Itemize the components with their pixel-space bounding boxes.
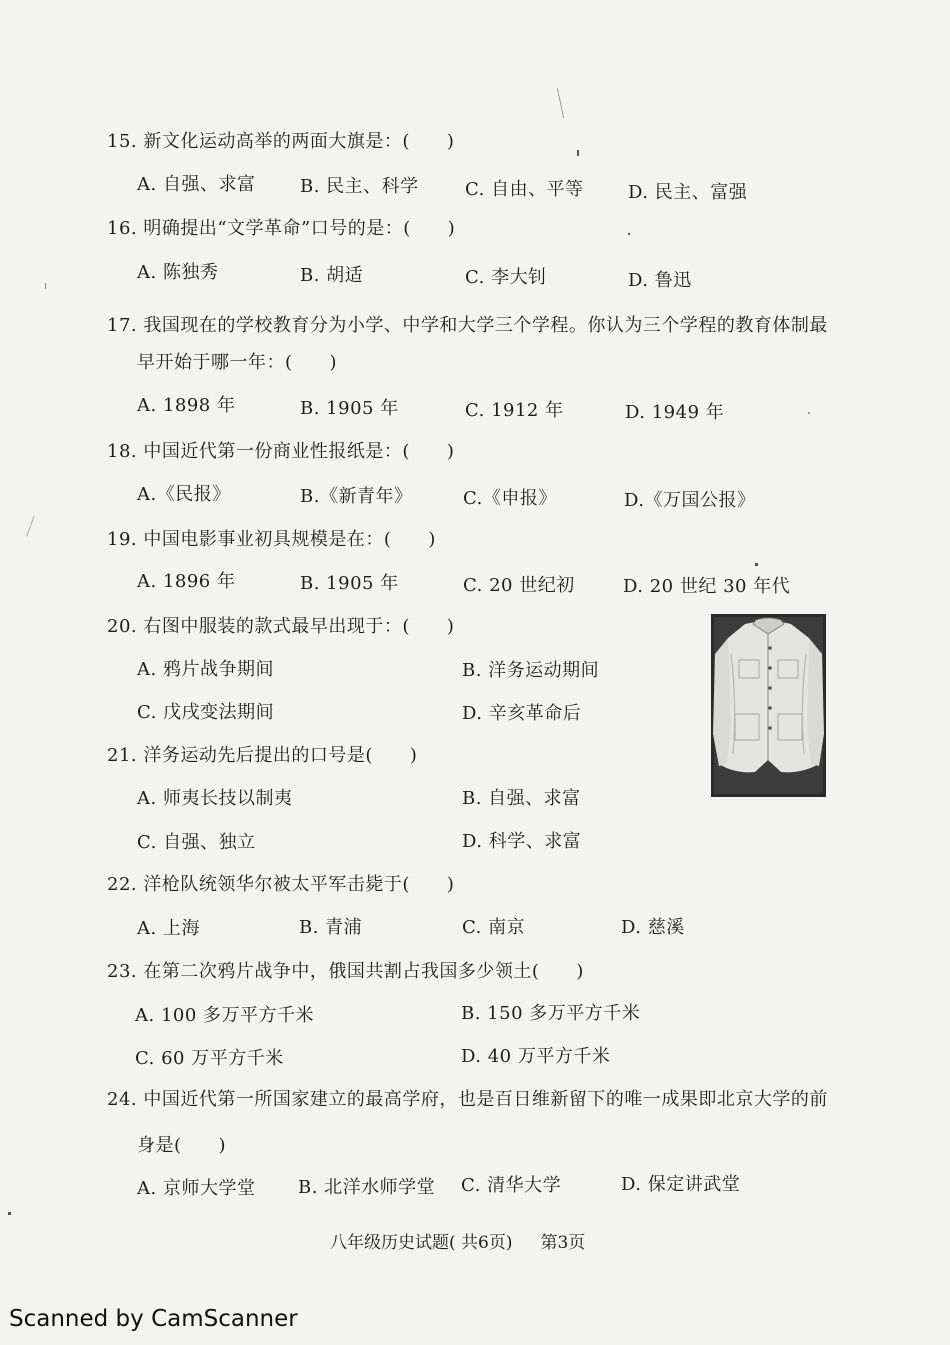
q15-option-a: A. 自强、求富: [137, 174, 256, 195]
scan-artifact: [8, 1212, 11, 1215]
q18-option-c: C.《申报》: [463, 488, 557, 509]
question-17-stem: 17. 我国现在的学校教育分为小学、中学和大学三个学程。你认为三个学程的教育体制最: [107, 315, 828, 336]
question-23-stem: 23. 在第二次鸦片战争中，俄国共割占我国多少领土( ): [107, 961, 584, 982]
q20-option-a: A. 鸦片战争期间: [137, 659, 274, 680]
q16-option-a: A. 陈独秀: [137, 262, 219, 283]
q17-option-d: D. 1949 年: [625, 402, 725, 423]
q21-option-c: C. 自强、独立: [137, 832, 256, 853]
q20-option-c: C. 戊戌变法期间: [137, 702, 275, 723]
question-21-stem: 21. 洋务运动先后提出的口号是( ): [107, 745, 418, 766]
q15-option-b: B. 民主、科学: [300, 176, 419, 197]
q18-option-d: D.《万国公报》: [624, 490, 756, 511]
q20-option-b: B. 洋务运动期间: [462, 660, 600, 681]
q19-option-b: B. 1905 年: [300, 573, 399, 594]
q22-option-b: B. 青浦: [299, 917, 363, 938]
q24-option-b: B. 北洋水师学堂: [298, 1177, 436, 1198]
q16-option-b: B. 胡适: [300, 265, 364, 286]
page-footer: [330, 1228, 613, 1253]
q22-option-c: C. 南京: [462, 917, 526, 938]
q19-option-a: A. 1896 年: [137, 571, 236, 592]
scan-artifact: [577, 150, 579, 156]
q19-option-d: D. 20 世纪 30 年代: [623, 576, 791, 597]
scan-artifact: [26, 515, 34, 536]
q24-option-d: D. 保定讲武堂: [621, 1174, 741, 1195]
scan-artifact: [755, 563, 758, 566]
q15-option-c: C. 自由、平等: [465, 179, 584, 200]
question-24-stem-cont: 身是( ): [137, 1135, 227, 1156]
q23-option-a: A. 100 多万平方千米: [135, 1005, 315, 1026]
question-15-stem: 15. 新文化运动高举的两面大旗是：( ): [107, 131, 455, 152]
q16-option-c: C. 李大钊: [465, 267, 547, 288]
scan-artifact: [808, 412, 810, 414]
question-22-stem: 22. 洋枪队统领华尔被太平军击毙于( ): [107, 874, 455, 895]
q20-option-d: D. 辛亥革命后: [462, 703, 582, 724]
scan-artifact: [45, 283, 46, 289]
q16-option-d: D. 鲁迅: [628, 270, 692, 291]
q24-option-c: C. 清华大学: [461, 1175, 562, 1196]
footer-page-number: 第3页: [540, 1233, 586, 1253]
q18-option-b: B.《新青年》: [300, 486, 413, 507]
q19-option-c: C. 20 世纪初: [463, 575, 575, 596]
q17-option-b: B. 1905 年: [300, 398, 399, 419]
q24-option-a: A. 京师大学堂: [137, 1178, 256, 1199]
question-24-stem: 24. 中国近代第一所国家建立的最高学府，也是百日维新留下的唯一成果即北京大学的前: [107, 1089, 828, 1110]
question-18-stem: 18. 中国近代第一份商业性报纸是：( ): [107, 441, 455, 462]
q17-option-a: A. 1898 年: [137, 395, 236, 416]
q21-option-d: D. 科学、求富: [462, 831, 582, 852]
q17-option-c: C. 1912 年: [465, 400, 564, 421]
scan-artifact: [557, 88, 564, 118]
q15-option-d: D. 民主、富强: [628, 182, 748, 203]
scan-artifact: [628, 233, 630, 235]
zhongshan-suit-photo: [711, 614, 826, 797]
q23-option-c: C. 60 万平方千米: [135, 1048, 284, 1069]
question-20-stem: 20. 右图中服装的款式最早出现于：( ): [107, 616, 455, 637]
q23-option-d: D. 40 万平方千米: [461, 1046, 611, 1067]
question-19-stem: 19. 中国电影事业初具规模是在：( ): [107, 529, 436, 550]
q21-option-a: A. 师夷长技以制夷: [137, 788, 293, 809]
q18-option-a: A.《民报》: [137, 484, 231, 505]
q22-option-a: A. 上海: [137, 918, 200, 939]
camscanner-watermark: Scanned by CamScanner: [9, 1306, 298, 1332]
q22-option-d: D. 慈溪: [621, 917, 685, 938]
footer-title: 八年级历史试题( 共6页): [330, 1233, 513, 1253]
q23-option-b: B. 150 多万平方千米: [461, 1003, 641, 1024]
question-16-stem: 16. 明确提出“文学革命”口号的是：( ): [107, 218, 456, 239]
q21-option-b: B. 自强、求富: [462, 788, 581, 809]
question-17-stem-cont: 早开始于哪一年：( ): [137, 352, 338, 373]
